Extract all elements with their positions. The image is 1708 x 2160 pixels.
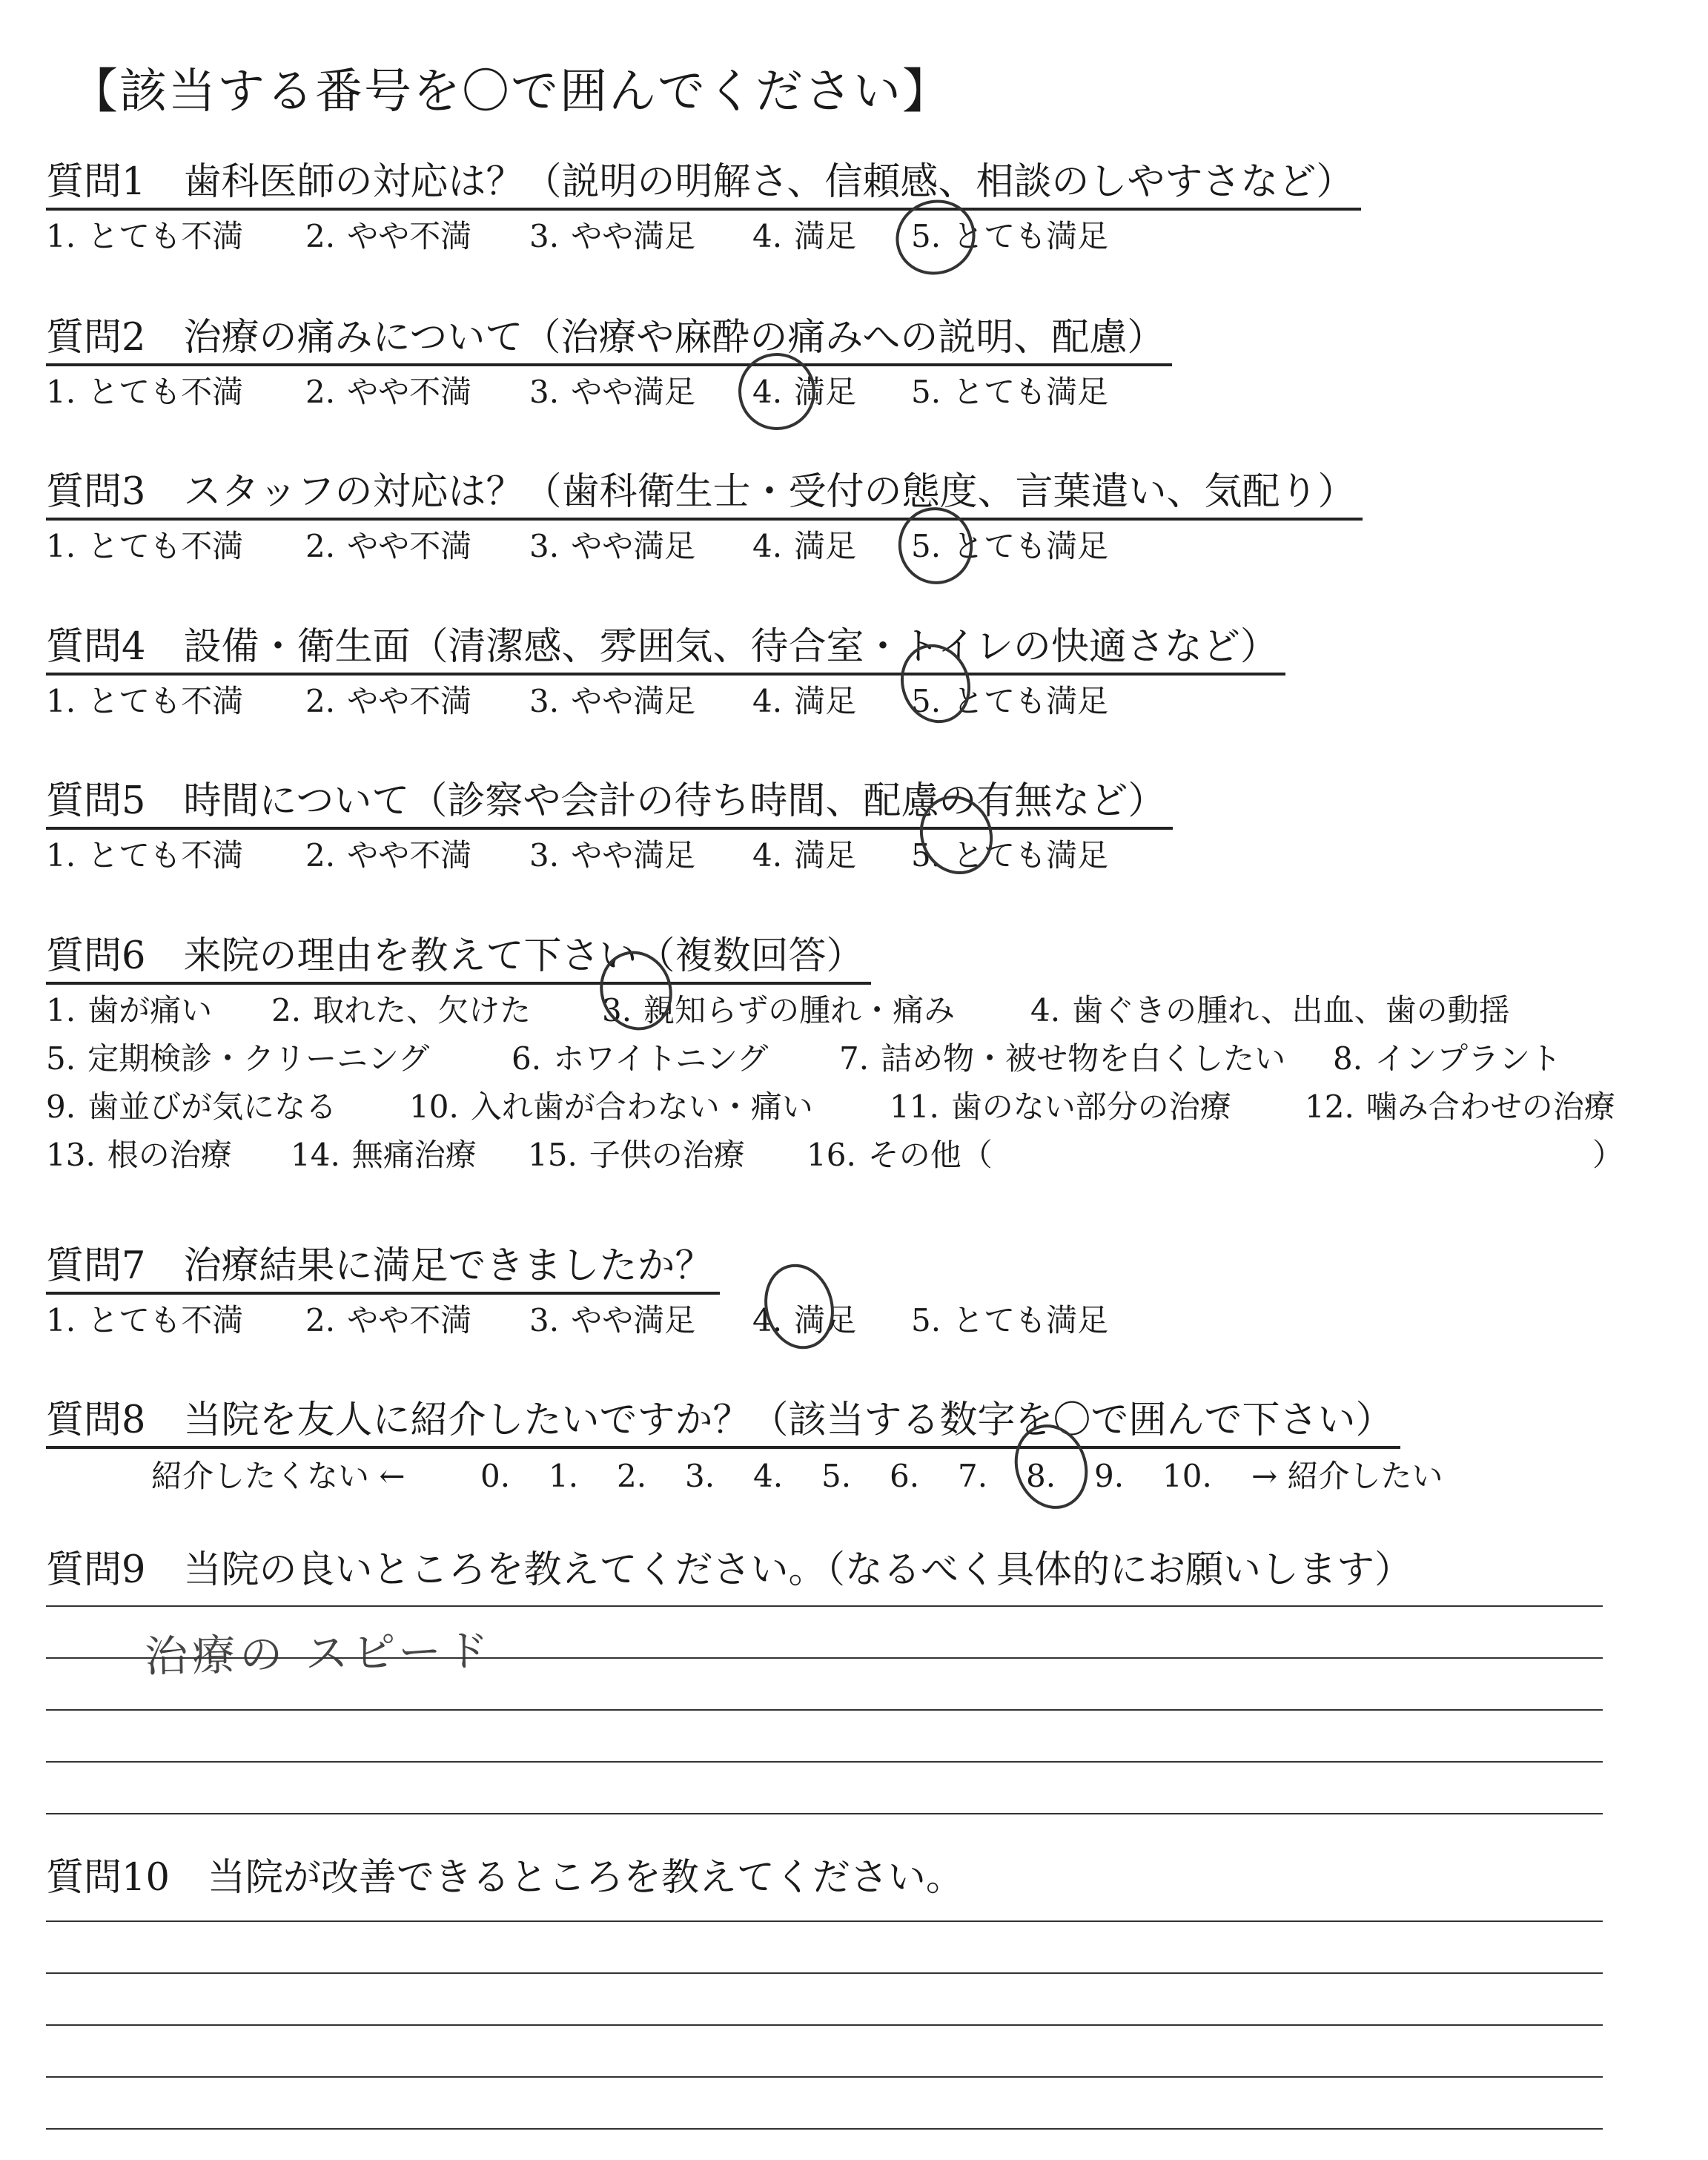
question-7-title: 質問7 治療結果に満足できましたか？ [46, 1246, 720, 1295]
q10-answer-line-1 [46, 1920, 1603, 1922]
question-4-title: 質問4 設備・衛生面（清潔感、雰囲気、待合室・トイレの快適さなど） [46, 627, 1285, 676]
q6-option-1[interactable]: 1. 歯が痛い [46, 992, 213, 1028]
q2-option-1[interactable]: 1. とても不満 [46, 374, 244, 410]
q7-option-2[interactable]: 2. やや不満 [305, 1302, 472, 1338]
q6-option-5[interactable]: 5. 定期検診・クリーニング [46, 1040, 430, 1077]
q6-option-12[interactable]: 12. 噛み合わせの治療 [1305, 1089, 1615, 1125]
question-10-title: 質問10 当院が改善できるところを教えてください。 [46, 1856, 964, 1900]
question-9-title: 質問9 当院の良いところを教えてください。（なるべく具体的にお願いします） [46, 1548, 1412, 1592]
q5-option-2[interactable]: 2. やや不満 [305, 837, 472, 873]
q6-option-8[interactable]: 8. インプラント [1333, 1040, 1562, 1077]
q9-answer-line-4 [46, 1761, 1603, 1763]
q6-option-16-other[interactable]: 16. その他（ [807, 1137, 993, 1173]
q6-option-13[interactable]: 13. 根の治療 [46, 1137, 232, 1173]
q7-option-1[interactable]: 1. とても不満 [46, 1302, 244, 1338]
q10-answer-line-3 [46, 2024, 1603, 2026]
q6-option-10[interactable]: 10. 入れ歯が合わない・痛い [409, 1089, 813, 1125]
q2-option-3[interactable]: 3. やや満足 [529, 374, 696, 410]
q3-option-3[interactable]: 3. やや満足 [529, 528, 696, 564]
q9-handwritten-answer[interactable]: 治療の スピード [144, 1625, 494, 1682]
q1-option-5[interactable]: 5. とても満足 [911, 218, 1109, 254]
q10-answer-line-4 [46, 2076, 1603, 2078]
q8-scale-9[interactable]: 9. [1094, 1458, 1125, 1494]
q6-option-9[interactable]: 9. 歯並びが気になる [46, 1089, 337, 1125]
q2-option-2[interactable]: 2. やや不満 [305, 374, 472, 410]
q4-option-4[interactable]: 4. 満足 [752, 683, 857, 719]
q6-other-close-paren: ） [1592, 1137, 1624, 1173]
q6-option-14[interactable]: 14. 無痛治療 [291, 1137, 477, 1173]
q5-option-4[interactable]: 4. 満足 [752, 837, 857, 873]
q4-option-2[interactable]: 2. やや不満 [305, 683, 472, 719]
q8-scale-1[interactable]: 1. [549, 1458, 579, 1494]
q2-option-5[interactable]: 5. とても満足 [911, 374, 1109, 410]
q4-option-1[interactable]: 1. とても不満 [46, 683, 244, 719]
question-5-title: 質問5 時間について（診察や会計の待ち時間、配慮の有無など） [46, 781, 1173, 830]
q3-option-4[interactable]: 4. 満足 [752, 528, 857, 564]
q5-option-1[interactable]: 1. とても不満 [46, 837, 244, 873]
q8-scale-3[interactable]: 3. [685, 1458, 715, 1494]
q8-scale-5[interactable]: 5. [821, 1458, 852, 1494]
q8-scale-0[interactable]: 0. [480, 1458, 511, 1494]
q6-option-3[interactable]: 3. 親知らずの腫れ・痛み [602, 992, 956, 1028]
question-3-title: 質問3 スタッフの対応は？（歯科衛生士・受付の態度、言葉遣い、気配り） [46, 472, 1363, 521]
q6-option-6[interactable]: 6. ホワイトニング [512, 1040, 769, 1077]
q4-option-3[interactable]: 3. やや満足 [529, 683, 696, 719]
q8-scale-7[interactable]: 7. [958, 1458, 988, 1494]
q8-right-label: → 紹介したい [1251, 1458, 1443, 1494]
q1-option-1[interactable]: 1. とても不満 [46, 218, 244, 254]
q7-option-5[interactable]: 5. とても満足 [911, 1302, 1109, 1338]
q3-option-1[interactable]: 1. とても不満 [46, 528, 244, 564]
q6-option-15[interactable]: 15. 子供の治療 [528, 1137, 745, 1173]
q3-option-5[interactable]: 5. とても満足 [911, 528, 1109, 564]
q2-option-4[interactable]: 4. 満足 [752, 374, 857, 410]
q6-option-7[interactable]: 7. 詰め物・被せ物を白くしたい [839, 1040, 1286, 1077]
q1-option-4[interactable]: 4. 満足 [752, 218, 857, 254]
q5-option-5[interactable]: 5. とても満足 [911, 837, 1109, 873]
q5-option-3[interactable]: 3. やや満足 [529, 837, 696, 873]
q7-option-3[interactable]: 3. やや満足 [529, 1302, 696, 1338]
q9-answer-line-5 [46, 1813, 1603, 1814]
q7-option-4[interactable]: 4. 満足 [752, 1302, 857, 1338]
q1-option-2[interactable]: 2. やや不満 [305, 218, 472, 254]
question-2-title: 質問2 治療の痛みについて（治療や麻酔の痛みへの説明、配慮） [46, 317, 1172, 366]
q9-answer-line-3 [46, 1709, 1603, 1711]
q8-scale-4[interactable]: 4. [753, 1458, 784, 1494]
q8-scale-2[interactable]: 2. [617, 1458, 647, 1494]
q10-answer-line-2 [46, 1972, 1603, 1974]
q8-scale-8[interactable]: 8. [1026, 1458, 1056, 1494]
q8-scale-6[interactable]: 6. [890, 1458, 920, 1494]
instruction-heading: 【該当する番号を〇で囲んでください】 [70, 65, 951, 119]
q3-option-2[interactable]: 2. やや不満 [305, 528, 472, 564]
q6-option-11[interactable]: 11. 歯のない部分の治療 [890, 1089, 1231, 1125]
q6-option-4[interactable]: 4. 歯ぐきの腫れ、出血、歯の動揺 [1030, 992, 1510, 1028]
q9-answer-line-1 [46, 1605, 1603, 1607]
q9-answer-line-2 [46, 1657, 1603, 1659]
question-1-title: 質問1 歯科医師の対応は？（説明の明解さ、信頼感、相談のしやすさなど） [46, 162, 1361, 211]
question-6-title: 質問6 来院の理由を教えて下さい（複数回答） [46, 936, 871, 985]
q4-option-5[interactable]: 5. とても満足 [911, 683, 1109, 719]
q8-scale-10[interactable]: 10. [1162, 1458, 1212, 1494]
q6-option-2[interactable]: 2. 取れた、欠けた [271, 992, 532, 1028]
q8-left-label: 紹介したくない ← [151, 1458, 406, 1494]
q1-option-3[interactable]: 3. やや満足 [529, 218, 696, 254]
q10-answer-line-5 [46, 2128, 1603, 2130]
question-8-title: 質問8 当院を友人に紹介したいですか？（該当する数字を〇で囲んで下さい） [46, 1400, 1400, 1449]
